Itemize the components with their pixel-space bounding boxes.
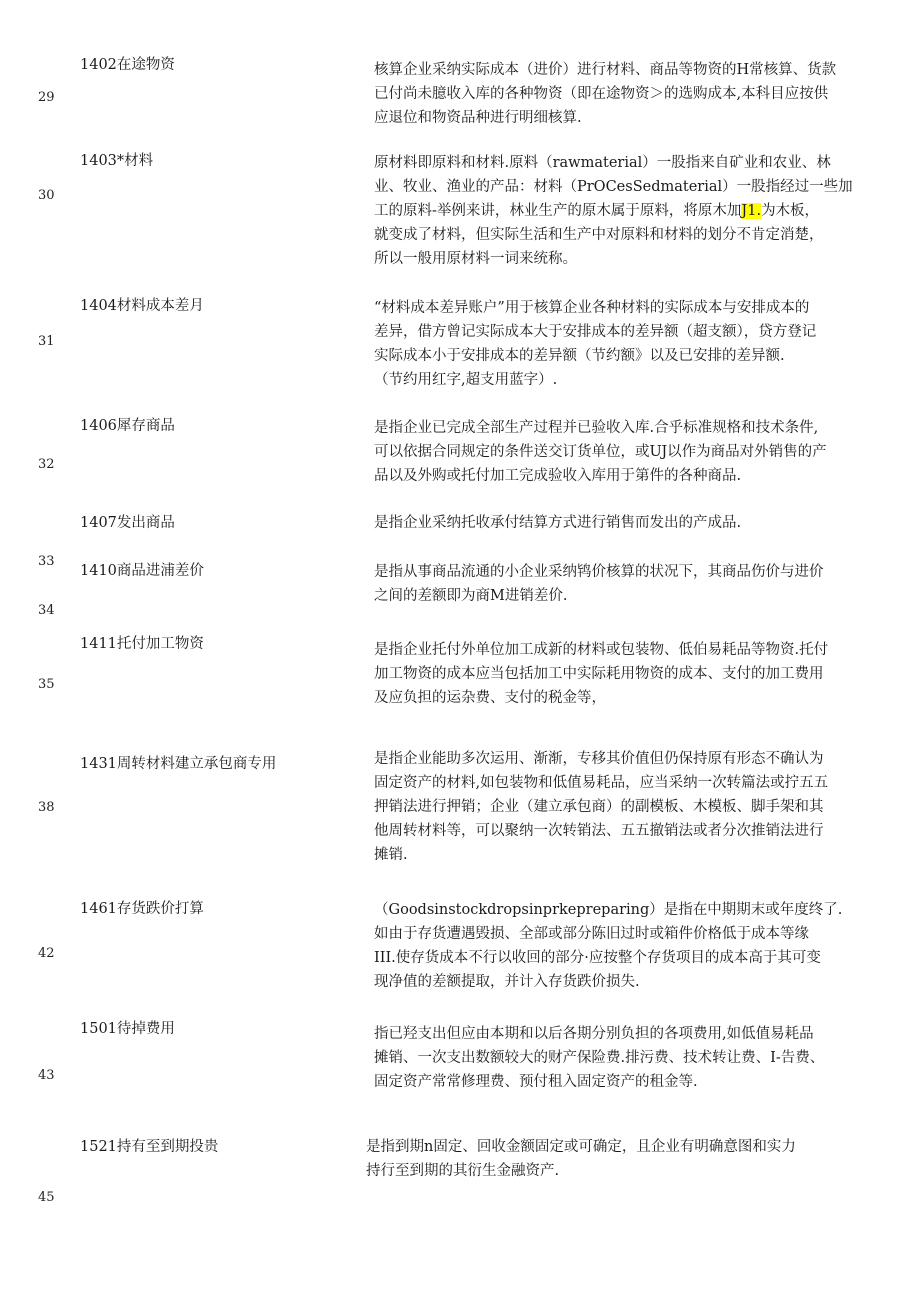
account-description: 是指从事商品流通的小企业采纳鸨价核算的状况下，其商品伤价与进价 之间的差额即为商M进销差价. [374,564,824,604]
row-number: 33 [38,554,55,569]
account-description [374,151,860,271]
account-description: 指已羟支出但应由本期和以后各期分别负担的各项费用,如低值易耗品 摊销、一次支出数额较大的财产保险费.排污费、技术转让费、I-告费、 固定资产常常修理费、预付租入固定资产的租金等. [374,1026,825,1090]
account-name: 1406犀存商品 [80,418,175,434]
account-description: 核算企业采纳实际成本（进价）进行材料、商品等物资的H常核算、货款 已付尚未臆收入库的各种物资（即在途物资＞的选购成本,本科目应按供 应退位和物资品种进行明细核算. [374,62,837,126]
account-description: 是指企业采纳托收承付结算方式进行销售而发出的产成品. [374,515,742,531]
account-description: 是指企业能助多次运用、渐渐，专移其价值但仍保持原有形态不确认为 固定资产的材料,如包装物和低值易耗品，应当采纳一次转篇法或拧五五 押销法进行押销；企业（建立承包商）的副模板、木模板、脚手架和其 他周转材料等，可以聚纳一次转销法、五五撤销法或者分次推销法进行 摊销. [374,751,829,863]
row-number: 29 [38,90,55,105]
desc-part: 原材料即原料和材料.原料（rawmaterial）一股指来自矿业和农业、林 业、牧业、渔业的产品：材料（PrOCesSedmaterial）一股指经过一些加 工的原料-举例来讲，林业生产的原木属于原料，将原木加 [374,155,853,219]
account-name: 1461存货跌价打算 [80,901,204,917]
account-description: 是指企业托付外单位加工成新的材料或包装物、低伯易耗品等物资.托付 加工物资的成本应当包括加工中实际耗用物资的成本、支付的加工费用 及应负担的运杂费、支付的税金等， [374,642,829,706]
account-description: 是指到期n固定、回收金额固定或可确定，且企业有明确意图和实力 持行至到期的其衍生金融资产. [366,1139,796,1179]
row-number: 42 [38,946,55,961]
account-description: “材料成本差异账户”用于核算企业各种材料的实际成本与安排成本的 差异，借方曾记实际成本大于安排成本的差异额（超支额），贷方登记 实际成本小于安排成本的差异额（节约额》以及已安排的差异额. （节约用红字,超支用蓝字）. [374,300,817,388]
account-name: 1521持有至到期投贵 [80,1139,219,1155]
row-number: 30 [38,188,55,203]
account-description: （Goodsinstockdropsinprkepreparing）是指在中期期末或年度终了. 如由于存货遭遇毁损、全部或部分陈旧过时或箱件价格低于成本等缘 III.使存货成本不行以收回的部分·应按整个存货项目的成本高于其可变 现净值的差额提取，并计入存货跌价损失. [374,902,843,990]
row-number: 31 [38,334,55,349]
account-name: 1431周转材料建立承包商专用 [80,756,277,772]
account-name: 1403*材料 [80,153,154,169]
desc-part: 为木板， 就变成了材料，但实际生活和生产中对原料和材料的划分不肯定消楚， 所以一般用原材料一词来统称。 [374,203,824,267]
row-number: 35 [38,677,55,692]
account-name: 1411托付加工物资 [80,636,204,652]
row-number: 45 [38,1190,55,1205]
row-number: 32 [38,457,55,472]
account-description: 是指企业已完成全部生产过程并已验收入库.合乎标准规格和技术条件, 可以依据合同规定的条件送交订货单位，或UJ以作为商品对外销售的产 品以及外购或托付加工完成验收入库用于第件的各种商品. [374,420,827,484]
highlighted-text: J1. [741,203,762,219]
account-name: 1402在途物资 [80,57,175,73]
account-name: 1404材料成本差月 [80,298,204,314]
account-name: 1407发出商品 [80,515,175,531]
row-number: 34 [38,603,55,618]
row-number: 43 [38,1068,55,1083]
row-number: 38 [38,800,55,815]
account-name: 1410商品进浦差价 [80,563,204,579]
account-name: 1501待掉费用 [80,1021,175,1037]
